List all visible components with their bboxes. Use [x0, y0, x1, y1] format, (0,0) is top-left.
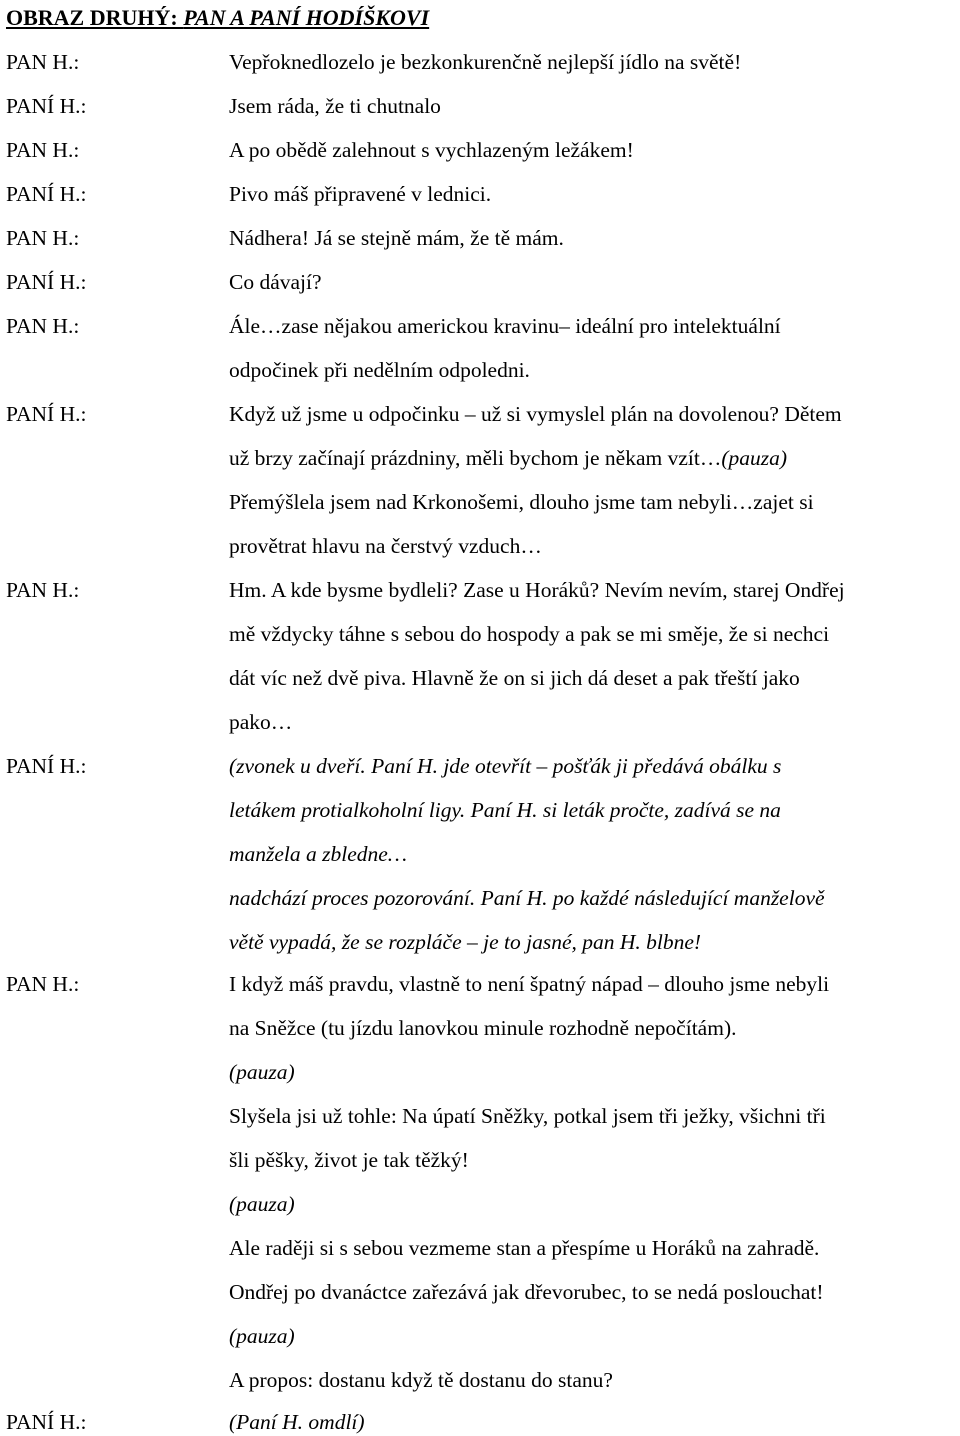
stage-direction: nadchází proces pozorování. Paní H. po každé následující manželově	[229, 886, 825, 910]
dialogue-line: Ondřej po dvanáctce zařezává jak dřevorubec, to se nedá poslouchat!	[229, 1280, 824, 1304]
speaker-label: PAN H.:	[6, 314, 80, 338]
dialogue-line: provětrat hlavu na čerstvý vzduch…	[229, 534, 542, 558]
scene-title	[6, 4, 429, 32]
stage-direction: (pauza)	[229, 1324, 295, 1348]
stage-direction: (pauza)	[229, 1192, 295, 1216]
dialogue-text: už brzy začínají prázdniny, měli bychom je někam vzít…	[229, 446, 722, 470]
speaker-label: PANÍ H.:	[6, 182, 87, 206]
speaker-label: PANÍ H.:	[6, 402, 87, 426]
speaker-label: PANÍ H.:	[6, 754, 87, 778]
stage-direction: (pauza)	[229, 1060, 295, 1084]
speaker-label: PAN H.:	[6, 972, 80, 996]
dialogue-line: I když máš pravdu, vlastně to není špatný nápad – dlouho jsme nebyli	[229, 972, 830, 996]
speaker-label: PAN H.:	[6, 226, 80, 250]
dialogue-line: odpočinek při nedělním odpoledni.	[229, 358, 530, 382]
dialogue-line: Přemýšlela jsem nad Krkonošemi, dlouho jsme tam nebyli…zajet si	[229, 490, 814, 514]
dialogue-line: Slyšela jsi už tohle: Na úpatí Sněžky, potkal jsem tři ježky, všichni tři	[229, 1104, 826, 1128]
dialogue-line: šli pěšky, život je tak těžký!	[229, 1148, 469, 1172]
stage-direction: manžela a zbledne…	[229, 842, 407, 866]
dialogue-line: A po obědě zalehnout s vychlazeným ležákem!	[229, 138, 634, 162]
dialogue-line: Co dávají?	[229, 270, 322, 294]
dialogue-line: Nádhera! Já se stejně mám, že tě mám.	[229, 226, 564, 250]
scene-title-name: PAN A PANÍ HODÍŠKOVI	[183, 5, 430, 30]
dialogue-line: pako…	[229, 710, 293, 734]
speaker-label: PAN H.:	[6, 138, 80, 162]
dialogue-line: na Sněžce (tu jízdu lanovkou minule rozhodně nepočítám).	[229, 1016, 737, 1040]
dialogue-line: Ále…zase nějakou americkou kravinu– ideální pro intelektuální	[229, 314, 781, 338]
dialogue-line: Hm. A kde bysme bydleli? Zase u Horáků? Nevím nevím, starej Ondřej	[229, 578, 845, 602]
speaker-label: PANÍ H.:	[6, 94, 87, 118]
dialogue-line: mě vždycky táhne s sebou do hospody a pak se mi směje, že si nechci	[229, 622, 830, 646]
dialogue-line: A propos: dostanu když tě dostanu do stanu?	[229, 1368, 613, 1392]
speaker-label: PAN H.:	[6, 50, 80, 74]
dialogue-line: Pivo máš připravené v lednici.	[229, 182, 492, 206]
stage-direction: větě vypadá, že se rozpláče – je to jasné, pan H. blbne!	[229, 930, 702, 954]
stage-direction: (zvonek u dveří. Paní H. jde otevřít – pošťák ji předává obálku s	[229, 754, 782, 778]
dialogue-line: dát víc než dvě piva. Hlavně že on si jich dá deset a pak třeští jako	[229, 666, 800, 690]
dialogue-line: Jsem ráda, že ti chutnalo	[229, 94, 441, 118]
stage-direction: (pauza)	[721, 446, 788, 470]
speaker-label: PAN H.:	[6, 578, 80, 602]
scene-title-lead: OBRAZ DRUHÝ:	[6, 5, 184, 30]
stage-direction: (Paní H. omdlí)	[229, 1410, 365, 1434]
dialogue-line: Vepřoknedlozelo je bezkonkurenčně nejlepší jídlo na světě!	[229, 50, 742, 74]
dialogue-line	[229, 444, 787, 472]
speaker-label: PANÍ H.:	[6, 1410, 87, 1434]
speaker-label: PANÍ H.:	[6, 270, 87, 294]
stage-direction: letákem protialkoholní ligy. Paní H. si leták pročte, zadívá se na	[229, 798, 781, 822]
dialogue-line: Ale raději si s sebou vezmeme stan a přespíme u Horáků na zahradě.	[229, 1236, 820, 1260]
dialogue-line: Když už jsme u odpočinku – už si vymyslel plán na dovolenou? Dětem	[229, 402, 842, 426]
